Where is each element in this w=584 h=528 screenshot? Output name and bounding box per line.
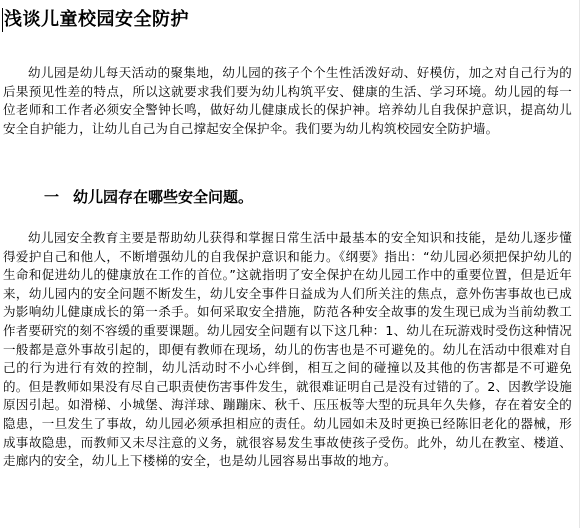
text-cursor [2, 8, 3, 32]
page-edge-divider [579, 0, 580, 528]
intro-paragraph: 幼儿园是幼儿每天活动的聚集地，幼儿园的孩子个个生性活泼好动、好模仿，加之对自己行为的后果预见性差的特点，所以这就要求我们要为幼儿构筑平安、健康的生活、学习环境。幼儿园的每一位老师和工作者必须安全警钟长鸣，做好幼儿健康成长的保护神。培养幼儿自我保护意识，提高幼儿安全自护能力，让幼儿自己为自己撑起安全保护伞。我们要为幼儿构筑校园安全防护墙。 [3, 65, 572, 136]
section-paragraph: 幼儿园安全教育主要是帮助幼儿获得和掌握日常生活中最基本的安全知识和技能，是幼儿逐步懂得爱护自己和他人，不断增强幼儿的自我保护意识和能力。《纲要》指出：“幼儿园必须把保护幼儿的生命和促进幼儿的健康放在工作的首位。”这就指明了安全保护在幼儿园工作中的重要位置，但是近年来，幼儿园内的安全问题不断发生，幼儿安全事件日益成为人们所关注的焦点，意外伤害事故也已成为影响幼儿健康成长的第一杀手。如何采取安全措施，防范各种安全故事的发生现已成为当前幼教工作者要研究的刻不容缓的重要课题。幼儿园安全问题有以下这几种：1、幼儿在玩游戏时受伤这种情况一般都是意外事故引起的，即便有教师在现场，幼儿的伤害也是不可避免的。幼儿在活动中很难对自己的行为进行有效的控制，幼儿活动时不小心绊倒，相互之间的碰撞以及其他的伤害都是不可避免的。但是教师如果没有尽自己职责使伤害事件发生，就很难证明自己是没有过错的了。2、因教学设施原因引起。如滑梯、小城堡、海洋球、蹦蹦床、秋千、压压板等大型的玩具年久失修，存在着安全的隐患，一旦发生了事故，幼儿园必须承担相应的责任。幼儿园如未及时更换已经陈旧老化的器械，形成事故隐患，而教师又未尽注意的义务，就很容易发生事故使孩子受伤。此外，幼儿在教室、楼道、走廊内的安全，幼儿上下楼梯的安全，也是幼儿园容易出事故的地方。 [3, 230, 572, 469]
section-heading-text: 幼儿园存在哪些安全问题。 [73, 188, 254, 206]
section-number: 一 [44, 188, 60, 206]
section-heading [44, 186, 253, 208]
document-title: 浅谈儿童校园安全防护 [4, 9, 189, 30]
